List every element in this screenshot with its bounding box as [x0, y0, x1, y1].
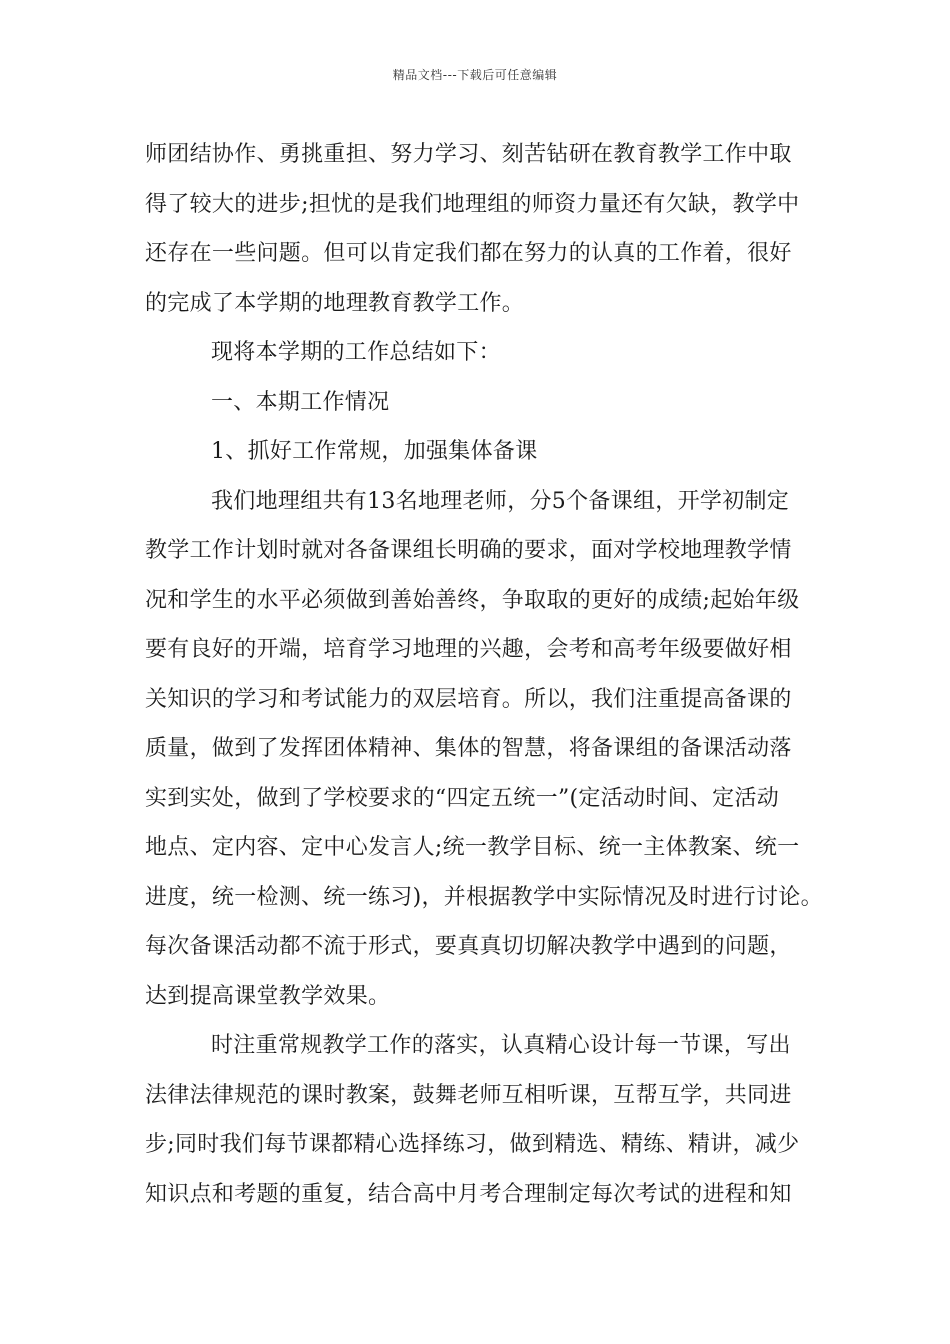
text-line: 现将本学期的工作总结如下： — [211, 340, 501, 365]
text-line: 一、本期工作情况 — [211, 389, 390, 415]
text-line: 时注重常规教学工作的落实，认真精心设计每一节课，写出 — [211, 1033, 791, 1058]
text-line: 步;同时我们每节课都精心选择练习，做到精选、精练、精讲，减少 — [145, 1132, 800, 1157]
text-line: 1、抓好工作常规，加强集体备课 — [211, 439, 538, 464]
text-line: 教学工作计划时就对各备课组长明确的要求，面对学校地理教学情 — [145, 538, 792, 563]
text-line: 质量，做到了发挥团体精神、集体的智慧，将备课组的备课活动落 — [145, 736, 792, 761]
document-body — [145, 130, 825, 1219]
text-line: 每次备课活动都不流于形式，要真真切切解决教学中遇到的问题， — [145, 934, 792, 959]
page-header: 精品文档---下载后可任意编辑 — [392, 68, 558, 82]
text-line: 得了较大的进步;担忧的是我们地理组的师资力量还有欠缺，教学中 — [145, 191, 800, 217]
text-line: 地点、定内容、定中心发言人;统一教学目标、统一主体教案、统一 — [145, 835, 800, 860]
text-line: 关知识的学习和考试能力的双层培育。所以，我们注重提高备课的 — [145, 686, 792, 712]
text-line: 达到提高课堂教学效果。 — [145, 983, 391, 1009]
text-line: 进度，统一检测、统一练习)，并根据教学中实际情况及时进行讨论。 — [145, 884, 823, 910]
text-line: 还存在一些问题。但可以肯定我们都在努力的认真的工作着，很好 — [145, 241, 792, 266]
text-line: 法律法律规范的课时教案，鼓舞老师互相听课，互帮互学，共同进 — [145, 1082, 792, 1108]
text-line: 我们地理组共有13名地理老师，分5个备课组，开学初制定 — [211, 488, 790, 514]
text-line: 知识点和考题的重复，结合高中月考合理制定每次考试的进程和知 — [145, 1181, 792, 1207]
text-line: 的完成了本学期的地理教育教学工作。 — [145, 290, 525, 316]
text-line: 况和学生的水平必须做到善始善终，争取取的更好的成绩;起始年级 — [145, 587, 800, 613]
text-line: 实到实处，做到了学校要求的“四定五统一”(定活动时间、定活动 — [145, 785, 780, 811]
text-line: 师团结协作、勇挑重担、努力学习、刻苦钻研在教育教学工作中取 — [145, 142, 792, 167]
text-line: 要有良好的开端，培育学习地理的兴趣，会考和高考年级要做好相 — [145, 637, 792, 662]
